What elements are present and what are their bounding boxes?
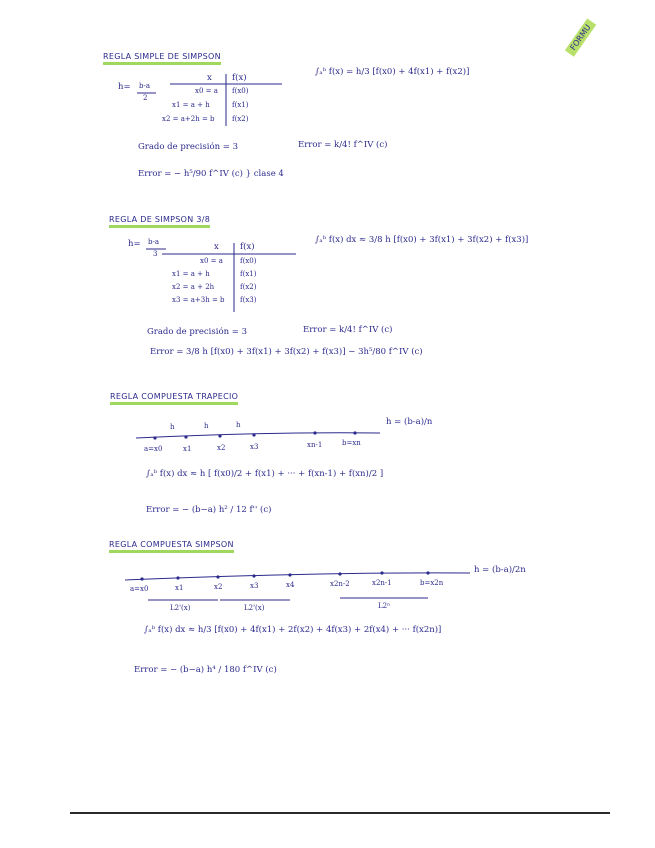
section-title-composite-trapezoid: REGLA COMPUESTA TRAPECIO bbox=[110, 392, 238, 405]
point-label: x2n-2 bbox=[330, 580, 350, 588]
table-row-x: x1 = a + h bbox=[172, 270, 210, 278]
simpson-formula: ∫ₐᵇ f(x) = h/3 [f(x0) + 4f(x1) + f(x2)] bbox=[315, 67, 470, 77]
error-long: Error = 3/8 h [f(x0) + 3f(x1) + 3f(x2) + f(x3)] − 3h⁵/80 f^IV (c) bbox=[150, 347, 423, 357]
table-row-f: f(x2) bbox=[240, 283, 257, 291]
table-header-x: x bbox=[214, 242, 219, 252]
point-label: x2n-1 bbox=[372, 579, 392, 587]
point-label: x3 bbox=[250, 443, 259, 451]
point-label: x4 bbox=[286, 581, 295, 589]
section-title-simple-simpson: REGLA SIMPLE DE SIMPSON bbox=[103, 52, 221, 65]
table-row-f: f(x1) bbox=[240, 270, 257, 278]
h-definition-label: h= bbox=[128, 239, 141, 249]
table-header-fx: f(x) bbox=[240, 242, 255, 252]
point-label: x3 bbox=[250, 582, 259, 590]
table-row-f: f(x0) bbox=[240, 257, 257, 265]
point-label: b=xn bbox=[342, 439, 361, 447]
table-header-x: x bbox=[207, 73, 212, 83]
section-title-simpson-3-8: REGLA DE SIMPSON 3/8 bbox=[109, 215, 210, 228]
table-row-f: f(x0) bbox=[232, 87, 249, 95]
precision-degree: Grado de precisión = 3 bbox=[138, 142, 238, 152]
point-label: x2 bbox=[217, 444, 226, 452]
error-short: Error = k/4! f^IV (c) bbox=[303, 325, 393, 335]
composite-simpson-formula: ∫ₐᵇ f(x) dx ≈ h/3 [f(x0) + 4f(x1) + 2f(x2) + 4f(x3) + 2f(x4) + ··· f(x2n)] bbox=[144, 625, 442, 635]
table-header-fx: f(x) bbox=[232, 73, 247, 83]
simpson-3-8-formula: ∫ₐᵇ f(x) dx ≈ 3/8 h [f(x0) + 3f(x1) + 3f(x2) + f(x3)] bbox=[315, 235, 529, 245]
table-row-f: f(x3) bbox=[240, 296, 257, 304]
table-row-x: x2 = a + 2h bbox=[172, 283, 215, 291]
table-row-x: x1 = a + h bbox=[172, 101, 210, 109]
point-label: x1 bbox=[175, 584, 184, 592]
table-row-f: f(x1) bbox=[232, 101, 249, 109]
point-label: b=x2n bbox=[420, 579, 444, 587]
table-row-x: x2 = a+2h = b bbox=[162, 115, 215, 123]
table-row-x: x3 = a+3h = b bbox=[172, 296, 225, 304]
corner-tag: FORMU bbox=[565, 18, 597, 56]
error-short: Error = k/4! f^IV (c) bbox=[298, 140, 388, 150]
h-mark: h bbox=[170, 423, 175, 431]
h-mark: h bbox=[204, 422, 209, 430]
precision-degree: Grado de precisión = 3 bbox=[147, 327, 247, 337]
table-row-x: x0 = a bbox=[195, 87, 218, 95]
section-title-composite-simpson: REGLA COMPUESTA SIMPSON bbox=[109, 540, 234, 553]
composite-simpson-error: Error = − (b−a) h⁴ / 180 f^IV (c) bbox=[134, 665, 277, 675]
point-label: x1 bbox=[183, 445, 192, 453]
point-label: a=x0 bbox=[144, 445, 163, 453]
table-row-f: f(x2) bbox=[232, 115, 249, 123]
bracket-label: L2'(x) bbox=[170, 604, 191, 612]
h-mark: h bbox=[236, 421, 241, 429]
point-label: x2 bbox=[214, 583, 223, 591]
error-long: Error = − h⁵/90 f^IV (c) } clase 4 bbox=[138, 169, 284, 179]
table-row-x: x0 = a bbox=[200, 257, 223, 265]
h-definition-label: h= bbox=[118, 82, 131, 92]
point-label: xn-1 bbox=[307, 441, 323, 449]
h-numerator: b-a bbox=[148, 238, 160, 246]
h-numerator: b-a bbox=[139, 82, 151, 90]
h-definition: h = (b-a)/2n bbox=[474, 565, 526, 575]
point-label: a=x0 bbox=[130, 585, 149, 593]
trap-number-line bbox=[136, 433, 380, 438]
h-denominator: 2 bbox=[143, 94, 148, 102]
trapezoid-formula: ∫ₐᵇ f(x) dx ≈ h [ f(x0)/2 + f(x1) + ··· + f(xn-1) + f(xn)/2 ] bbox=[146, 469, 384, 479]
bracket-label: L2'(x) bbox=[244, 604, 265, 612]
h-definition: h = (b-a)/n bbox=[386, 417, 433, 427]
bracket-label: L2ⁿ bbox=[378, 602, 391, 610]
trapezoid-error: Error = − (b−a) h² / 12 f'' (c) bbox=[146, 505, 272, 515]
h-denominator: 3 bbox=[153, 250, 158, 258]
